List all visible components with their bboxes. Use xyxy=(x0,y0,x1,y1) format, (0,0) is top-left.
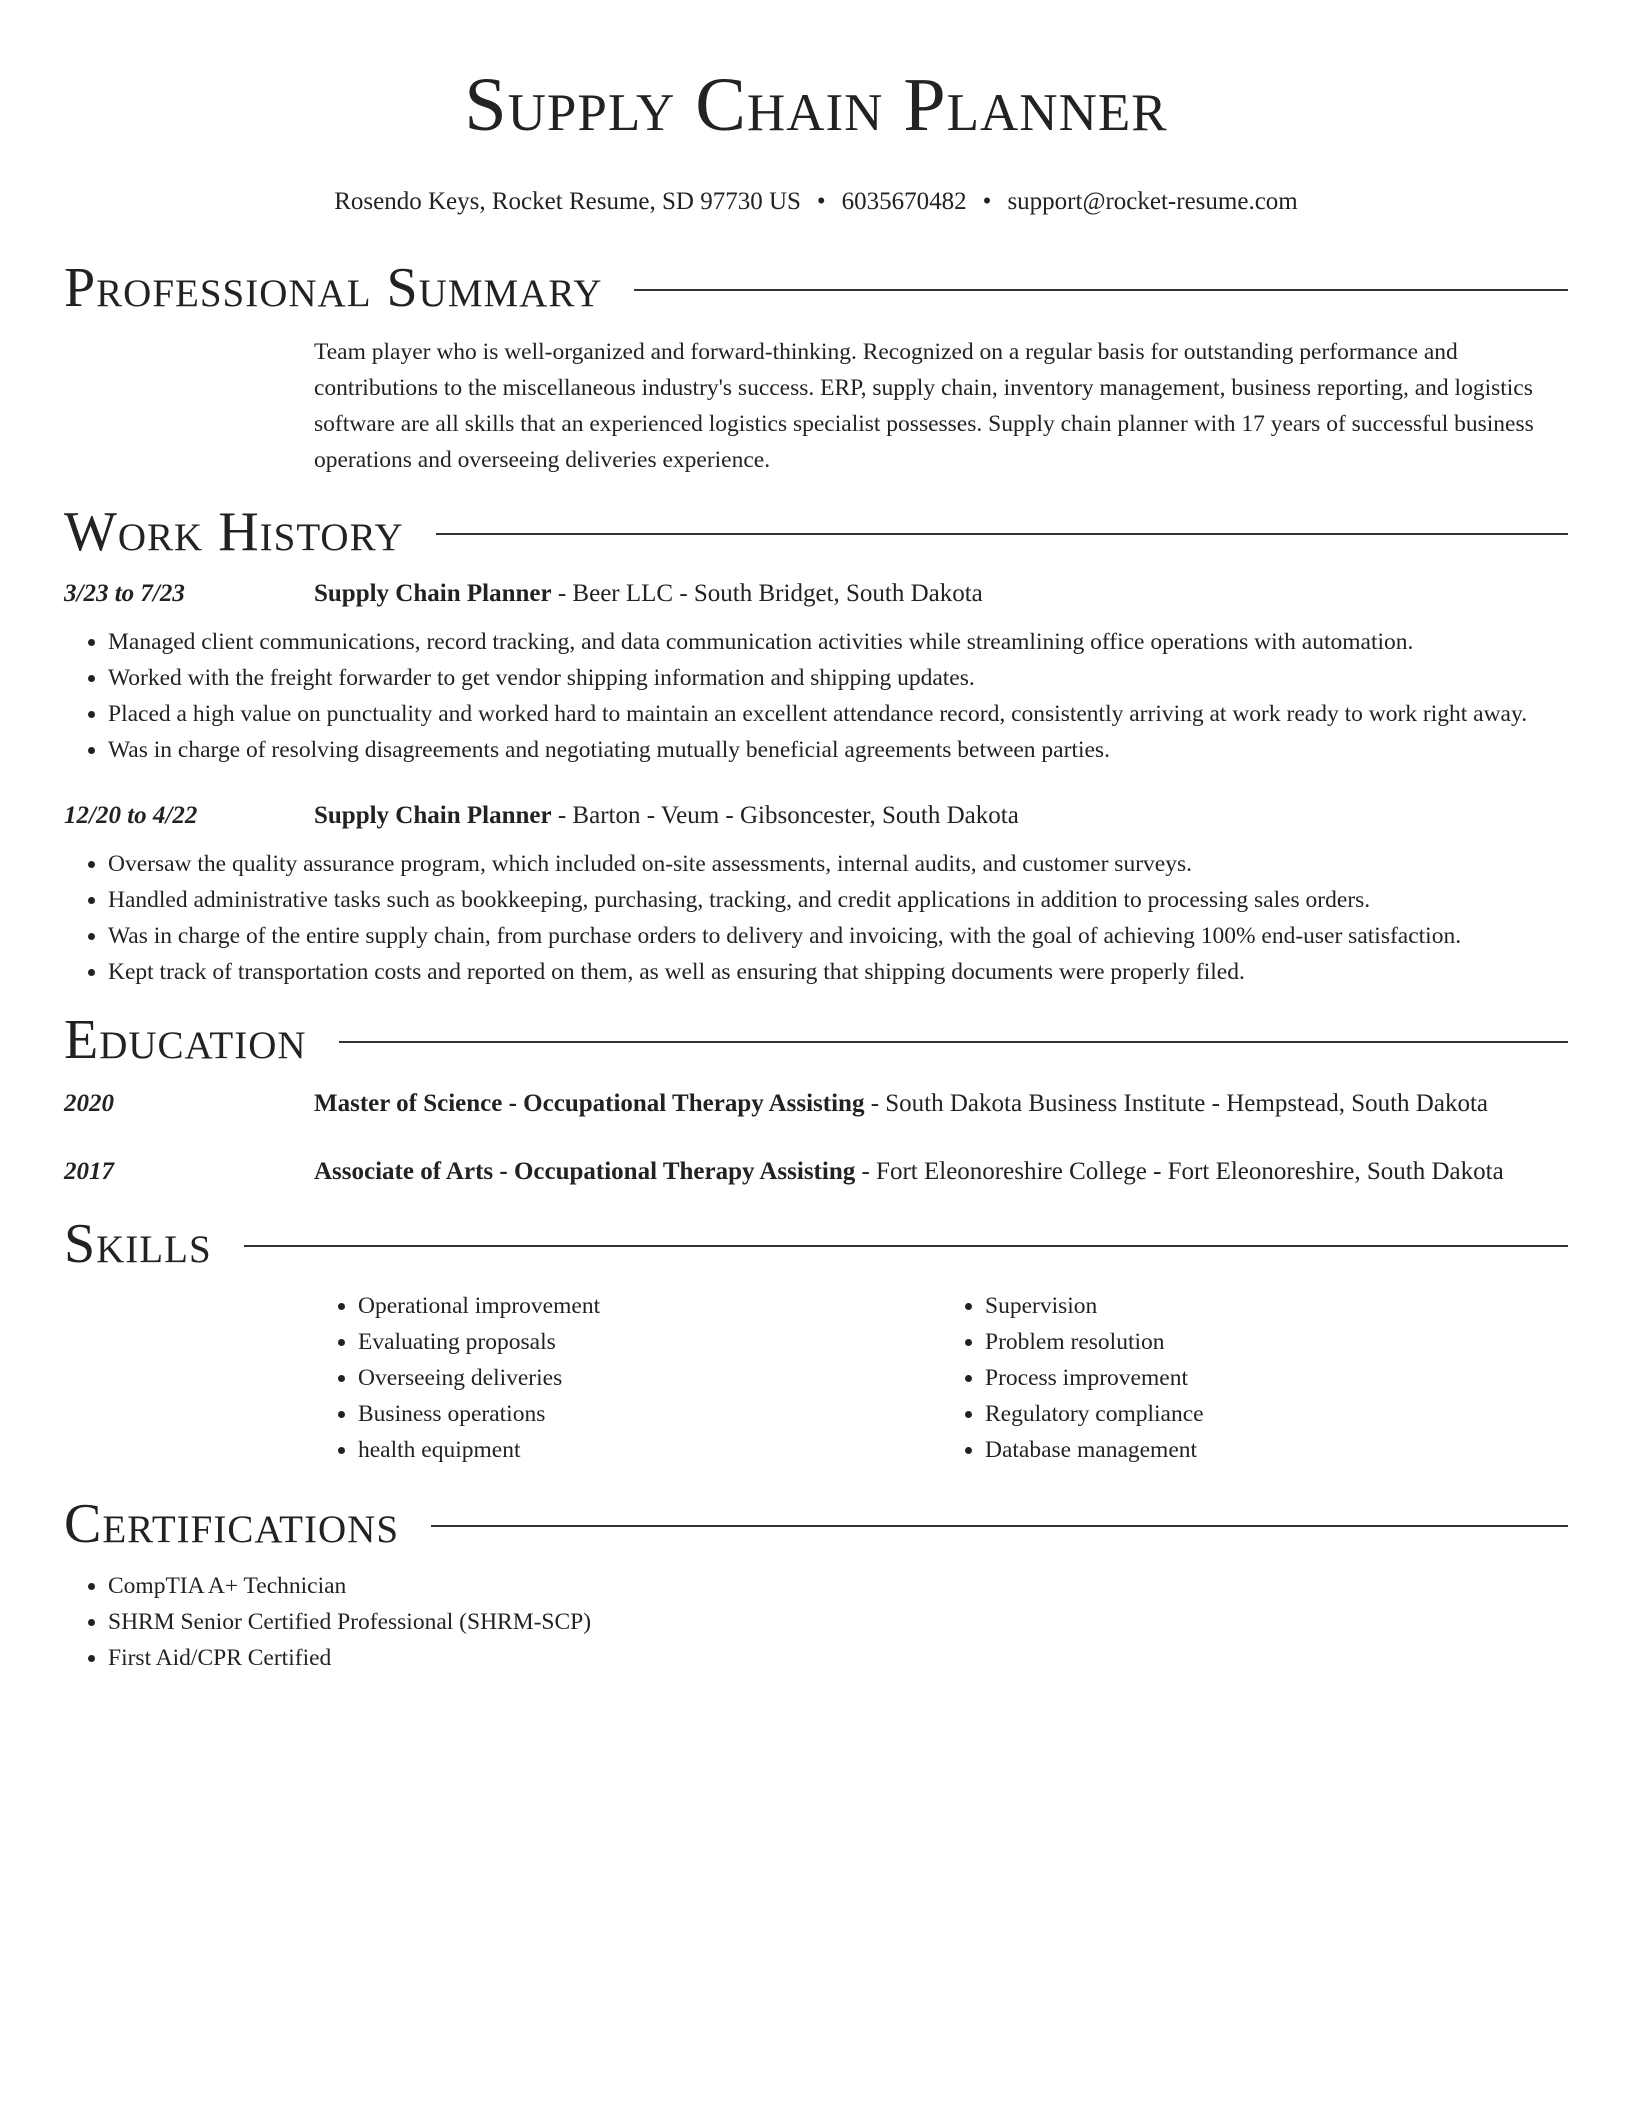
education-school: - Fort Eleonoreshire College - Fort Eleonoreshire, South Dakota xyxy=(855,1158,1504,1185)
education-degree: Associate of Arts - Occupational Therapy Assisting xyxy=(314,1158,856,1185)
certification-item: • CompTIA A+ Technician xyxy=(108,1568,1568,1604)
summary-text: Team player who is well-organized and forward-thinking. Recognized on a regular basis for outstanding performance and contributions to the miscellaneous industry's success. ERP, supply chain, inventory management, business reporting, and logistics software are all skills that an experienced logistics specialist possesses. Supply chain planner with 17 years of successful business operations and overseeing deliveries experience. xyxy=(314,339,1534,473)
skill-item: • Regulatory compliance xyxy=(985,1396,1568,1432)
page-title: Supply Chain Planner xyxy=(464,63,1168,147)
section-divider xyxy=(436,533,1568,535)
job-title: Supply Chain Planner xyxy=(314,802,552,829)
list-item: • Kept track of transportation costs and reported on them, as well as ensuring that shipping documents were properly filed. xyxy=(108,954,1568,990)
work-heading: Work History xyxy=(64,501,404,563)
summary-section-header xyxy=(64,256,1568,320)
list-item: • Worked with the freight forwarder to get vendor shipping information and shipping updates. xyxy=(108,660,1568,696)
section-divider xyxy=(244,1245,1568,1247)
job-bullets xyxy=(64,846,1568,990)
education-entry xyxy=(64,1152,1568,1192)
skill-item: • Overseeing deliveries xyxy=(358,1360,941,1396)
skill-item: • Operational improvement xyxy=(358,1288,941,1324)
skills-list xyxy=(314,1288,1568,1468)
job-entry xyxy=(64,796,1568,990)
education-school: - South Dakota Business Institute - Hempstead, South Dakota xyxy=(864,1090,1488,1117)
certification-item: • First Aid/CPR Certified xyxy=(108,1640,1568,1676)
skills-heading: Skills xyxy=(64,1213,212,1275)
job-dates: 3/23 to 7/23 xyxy=(64,580,185,607)
skill-item: • Business operations xyxy=(358,1396,941,1432)
contact-separator: • xyxy=(982,188,992,215)
skill-item: • Database management xyxy=(985,1432,1568,1468)
skill-item: • Problem resolution xyxy=(985,1324,1568,1360)
list-item: • Was in charge of resolving disagreements and negotiating mutually beneficial agreements between parties. xyxy=(108,732,1568,768)
education-year: 2020 xyxy=(64,1090,114,1117)
education-details xyxy=(314,1152,1568,1192)
section-divider xyxy=(339,1041,1568,1043)
contact-address: Rosendo Keys, Rocket Resume, SD 97730 US xyxy=(334,188,801,215)
education-year: 2017 xyxy=(64,1158,114,1185)
contact-email: support@rocket-resume.com xyxy=(1007,188,1298,215)
job-details: - Barton - Veum - Gibsoncester, South Dakota xyxy=(551,802,1019,829)
list-item: • Handled administrative tasks such as bookkeeping, purchasing, tracking, and credit applications in addition to processing sales orders. xyxy=(108,882,1568,918)
job-dates: 12/20 to 4/22 xyxy=(64,802,198,829)
job-heading xyxy=(314,796,1568,836)
education-details xyxy=(314,1084,1568,1124)
skills-column-left xyxy=(314,1288,941,1468)
education-heading: Education xyxy=(64,1009,307,1071)
contact-phone: 6035670482 xyxy=(841,188,967,215)
skills-section-header xyxy=(64,1212,1568,1276)
list-item: • Managed client communications, record tracking, and data communication activities while streamlining office operations with automation. xyxy=(108,624,1568,660)
education-section-header xyxy=(64,1008,1568,1072)
education-degree: Master of Science - Occupational Therapy Assisting xyxy=(314,1090,865,1117)
skill-item: • health equipment xyxy=(358,1432,941,1468)
skill-item: • Supervision xyxy=(985,1288,1568,1324)
job-details: - Beer LLC - South Bridget, South Dakota xyxy=(551,580,983,607)
job-bullets xyxy=(64,624,1568,768)
contact-line xyxy=(64,186,1568,218)
job-heading xyxy=(314,574,1568,614)
certification-item: • SHRM Senior Certified Professional (SHRM-SCP) xyxy=(108,1604,1568,1640)
job-entry xyxy=(64,574,1568,768)
education-entry xyxy=(64,1084,1568,1124)
contact-separator: • xyxy=(816,188,826,215)
skill-item: • Evaluating proposals xyxy=(358,1324,941,1360)
certifications-section-header xyxy=(64,1492,1568,1556)
section-divider xyxy=(431,1525,1568,1527)
list-item: • Oversaw the quality assurance program, which included on-site assessments, internal audits, and customer surveys. xyxy=(108,846,1568,882)
skill-item: • Process improvement xyxy=(985,1360,1568,1396)
skills-column-right xyxy=(941,1288,1568,1468)
certifications-heading: Certifications xyxy=(64,1493,400,1555)
section-divider xyxy=(634,289,1568,291)
job-title: Supply Chain Planner xyxy=(314,580,552,607)
list-item: • Placed a high value on punctuality and worked hard to maintain an excellent attendance record, consistently arriving at work ready to work right away. xyxy=(108,696,1568,732)
work-section-header xyxy=(64,500,1568,564)
list-item: • Was in charge of the entire supply chain, from purchase orders to delivery and invoicing, with the goal of achieving 100% end-user satisfaction. xyxy=(108,918,1568,954)
certifications-list xyxy=(64,1568,1568,1676)
summary-heading: Professional Summary xyxy=(64,257,603,319)
